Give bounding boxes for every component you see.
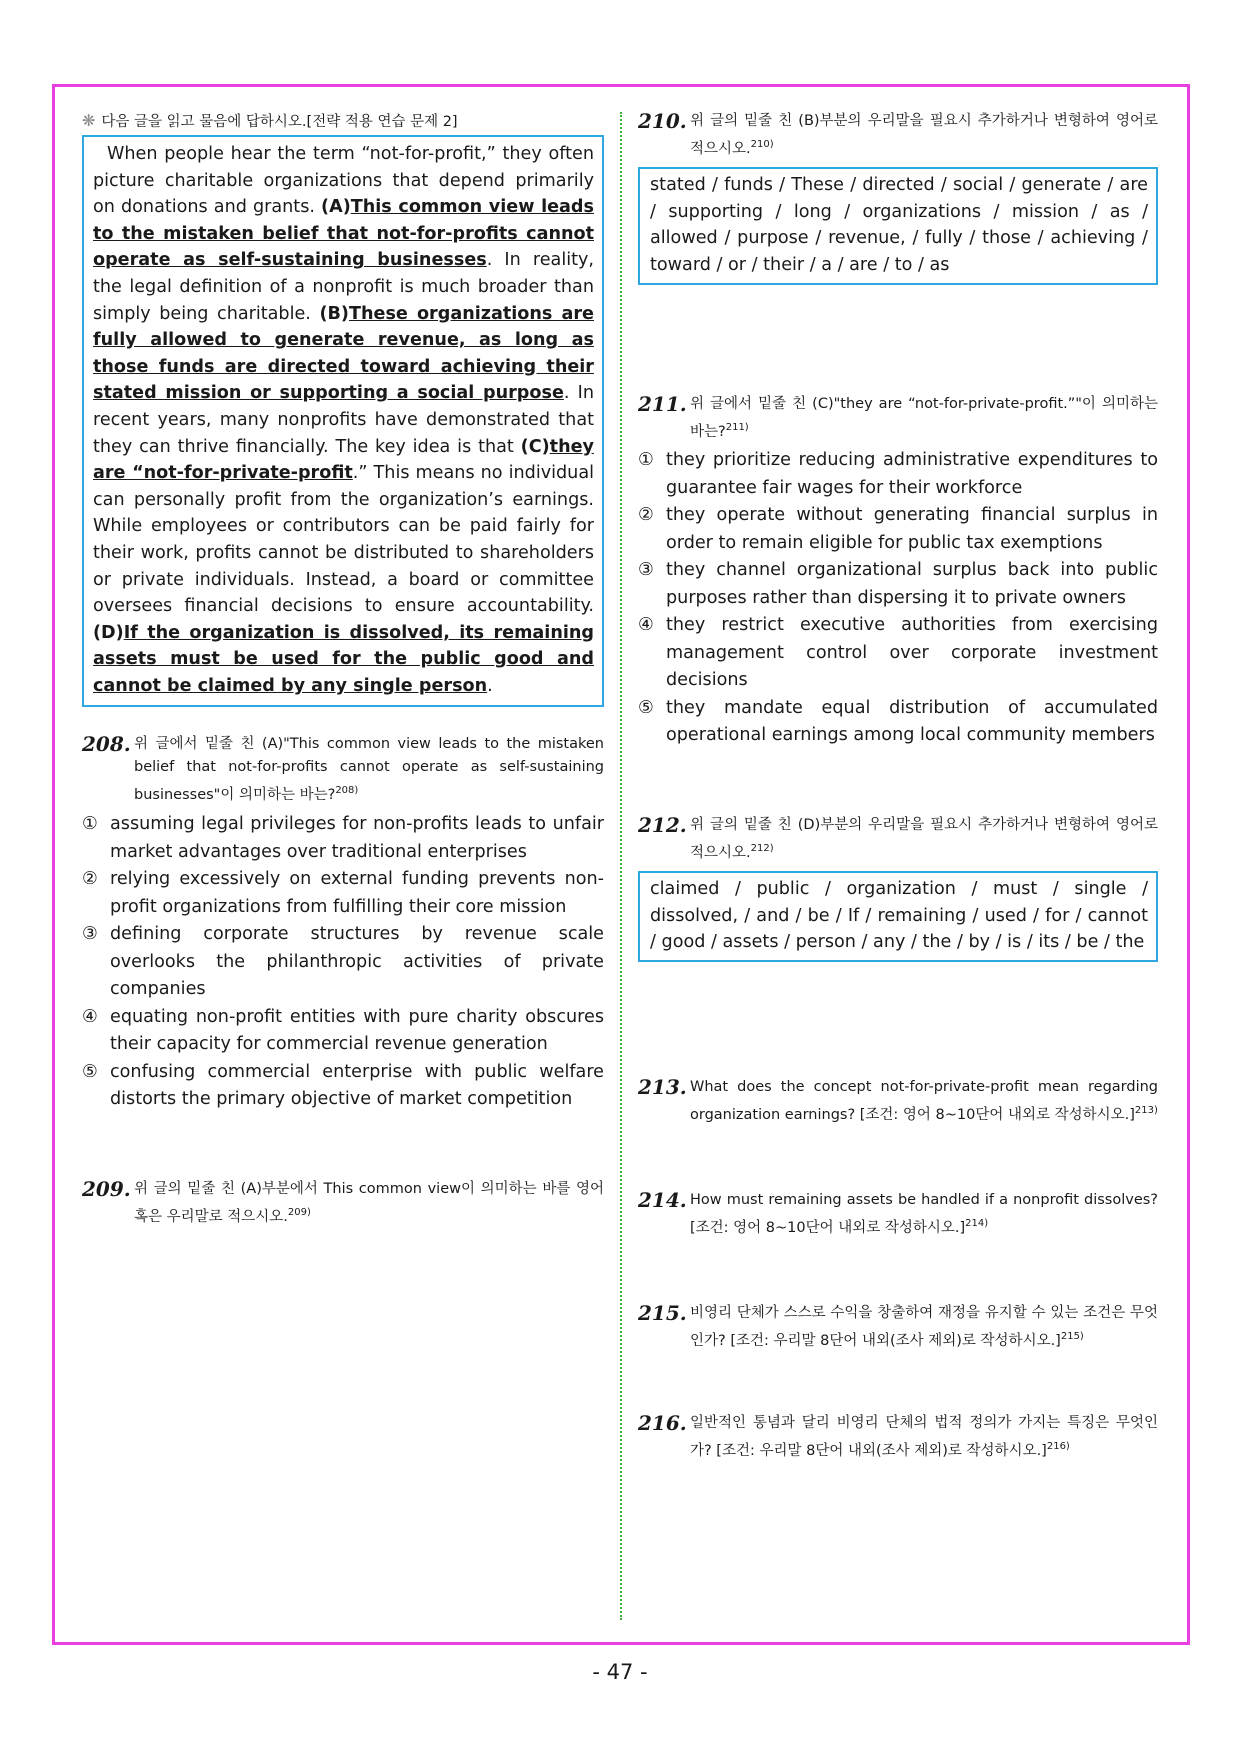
option-number: ④: [638, 615, 654, 636]
option-text: confusing commercial enterprise with public welfare distorts the primary objective of market competition: [110, 1061, 604, 1110]
option-number: ④: [82, 1006, 98, 1027]
question-text: [134, 733, 604, 807]
underline-b: These organizations are fully allowed to generate revenue, as long as those funds are directed toward achieving their stated mission or supporting a social purpose: [93, 303, 594, 404]
flower-icon: ❋: [82, 111, 96, 130]
underline-a: This common view leads to the mistaken belief that not-for-profits cannot operate as self-sustaining businesses: [93, 197, 594, 271]
question-number: 212.: [638, 812, 687, 837]
passage-text: . In reality, the legal definition of a nonprofit is much broader than simply being charitable.: [93, 250, 595, 324]
passage-text: .: [487, 675, 493, 696]
option[interactable]: [638, 557, 1158, 612]
mark-a: (A): [321, 197, 351, 218]
option-number: ⑤: [82, 1061, 98, 1082]
question-number: 211.: [638, 391, 687, 416]
option-text: assuming legal privileges for non-profits leads to unfair market advantages over traditional enterprises: [110, 814, 604, 862]
footnote-ref: 211): [725, 421, 749, 433]
option-number: ①: [638, 450, 654, 471]
question-prompt: 위 글의 밑줄 친 (A)부분에서 This common view이 의미하는 바를 영어 혹은 우리말로 적으시오.: [134, 1180, 604, 1225]
option[interactable]: [638, 502, 1158, 557]
question-210: [638, 110, 1158, 161]
question-prompt: 위 글의 밑줄 친 (D)부분의 우리말을 필요시 추가하거나 변형하여 영어로 적으시오.: [690, 816, 1158, 861]
option-text: relying excessively on external funding prevents non-profit organizations from fulfilling their core mission: [110, 869, 604, 917]
question-text: [690, 814, 1158, 865]
option-text: defining corporate structures by revenue scale overlooks the philanthropic activities of private companies: [110, 924, 604, 1000]
question-text: [690, 1189, 1158, 1240]
left-column: [82, 110, 604, 1229]
question-211: [638, 393, 1158, 444]
option[interactable]: [82, 1059, 604, 1114]
mark-d: (D): [93, 622, 124, 643]
footnote-ref: 212): [750, 842, 774, 854]
footnote-ref: 213): [1134, 1104, 1158, 1116]
question-prompt: 비영리 단체가 스스로 수익을 창출하여 재정을 유지할 수 있는 조건은 무엇인가? [조건: 우리말 8단어 내외(조사 제외)로 작성하시오.]: [690, 1304, 1158, 1349]
question-number: 209.: [82, 1176, 131, 1201]
question-text: [690, 393, 1158, 444]
question-prompt: What does the concept not-for-private-profit mean regarding organization earnings? [조건: 영어 8~10단어 내외로 작성하시오.]: [690, 1078, 1158, 1123]
reading-passage: [82, 135, 604, 707]
right-column: [638, 110, 1158, 1463]
question-number: 214.: [638, 1187, 687, 1212]
option-text: equating non-profit entities with pure charity obscures their capacity for commercial revenue generation: [110, 1006, 604, 1055]
word-bank-212: claimed / public / organization / must / single / dissolved, / and / be / If / remaining / used / for / cannot / good / assets / person / any / the / by / is / its / be / the: [638, 871, 1158, 962]
question-212: [638, 814, 1158, 865]
instruction: [82, 110, 604, 131]
passage-text: When people hear the term “not-for-profit,” they often picture charitable organizations that depend primarily on donations and grants.: [93, 144, 594, 218]
underline-d: If the organization is dissolved, its remaining assets must be used for the public good and cannot be claimed by any single person: [93, 622, 594, 696]
question-number: 215.: [638, 1300, 687, 1325]
option-text: they mandate equal distribution of accumulated operational earnings among local community members: [666, 697, 1158, 746]
option-number: ③: [638, 560, 654, 581]
footnote-ref: 215): [1060, 1330, 1084, 1342]
mark-c: (C): [520, 436, 550, 457]
question-214: [638, 1189, 1158, 1240]
option[interactable]: [638, 612, 1158, 695]
option-text: they restrict executive authorities from exercising management control over corporate investment decisions: [666, 615, 1158, 691]
mark-b: (B): [319, 303, 349, 324]
footnote-ref: 214): [965, 1217, 989, 1229]
question-prompt: 위 글에서 밑줄 친 (A)"This common view leads to the mistaken belief that not-for-profits cannot operate as self-sustaining businesses"이 의미하는 바는?: [134, 736, 604, 804]
passage-text: . In recent years, many nonprofits have demonstrated that they can thrive financially. The key idea is that: [93, 383, 595, 457]
question-text: [690, 1302, 1158, 1353]
question-text: [690, 1076, 1158, 1127]
question-216: [638, 1412, 1158, 1463]
question-prompt: How must remaining assets be handled if a nonprofit dissolves? [조건: 영어 8~10단어 내외로 작성하시오.]: [690, 1191, 1158, 1236]
question-text: [690, 1412, 1158, 1463]
question-number: 210.: [638, 109, 687, 133]
option-number: ⑤: [638, 697, 654, 718]
footnote-ref: 216): [1046, 1441, 1070, 1453]
word-bank-210: stated / funds / These / directed / social / generate / are / supporting / long / organizations / mission / as / allowed / purpose / revenue, / fully / those / achieving / toward / or / their / a / are / to / as: [638, 167, 1158, 285]
footnote-ref: 208): [335, 785, 359, 797]
options-211: [638, 447, 1158, 750]
option-text: they operate without generating financial surplus in order to remain eligible for public tax exemptions: [666, 505, 1158, 553]
option-text: they prioritize reducing administrative expenditures to guarantee fair wages for their workforce: [666, 450, 1158, 498]
passage-paragraph: [93, 141, 594, 699]
passage-text: .” This means no individual can personally profit from the organization’s earnings. While employees or contributors can be paid fairly for their work, profits cannot be distributed to shareholders or private individuals. Instead, a board or committee oversees financial decisions to ensure accountability.: [93, 463, 595, 617]
question-213: [638, 1076, 1158, 1127]
question-208: [82, 733, 604, 807]
option[interactable]: [638, 447, 1158, 502]
option[interactable]: [82, 866, 604, 921]
question-number: 216.: [638, 1411, 687, 1436]
question-number: 208.: [82, 732, 131, 757]
option-number: ①: [82, 814, 98, 835]
column-divider: [620, 112, 622, 1620]
question-prompt: 일반적인 통념과 달리 비영리 단체의 법적 정의가 가지는 특징은 무엇인가? [조건: 우리말 8단어 내외(조사 제외)로 작성하시오.]: [690, 1415, 1158, 1460]
question-prompt: 위 글에서 밑줄 친 (C)"they are “not-for-private-profit.”"이 의미하는 바는?: [690, 395, 1158, 440]
option[interactable]: [82, 921, 604, 1004]
footnote-ref: 209): [287, 1206, 311, 1218]
page-number: - 47 -: [592, 1660, 648, 1684]
option[interactable]: [638, 695, 1158, 750]
option[interactable]: [82, 811, 604, 866]
instruction-text: 다음 글을 읽고 물음에 답하시오.[전략 적용 연습 문제 2]: [101, 114, 458, 130]
option-number: ②: [638, 505, 654, 526]
question-number: 213.: [638, 1074, 687, 1099]
options-208: [82, 811, 604, 1114]
question-215: [638, 1302, 1158, 1353]
question-prompt: 위 글의 밑줄 친 (B)부분의 우리말을 필요시 추가하거나 변형하여 영어로 적으시오.: [690, 113, 1158, 157]
footnote-ref: 210): [750, 139, 774, 150]
option-number: ③: [82, 924, 98, 945]
question-209: [82, 1178, 604, 1229]
question-text: [690, 110, 1158, 161]
option-text: they channel organizational surplus back into public purposes rather than dispersing it to private owners: [666, 560, 1158, 608]
question-text: [134, 1178, 604, 1229]
option[interactable]: [82, 1004, 604, 1059]
option-number: ②: [82, 869, 98, 890]
underline-c: they are “not-for-private-profit: [93, 436, 594, 484]
